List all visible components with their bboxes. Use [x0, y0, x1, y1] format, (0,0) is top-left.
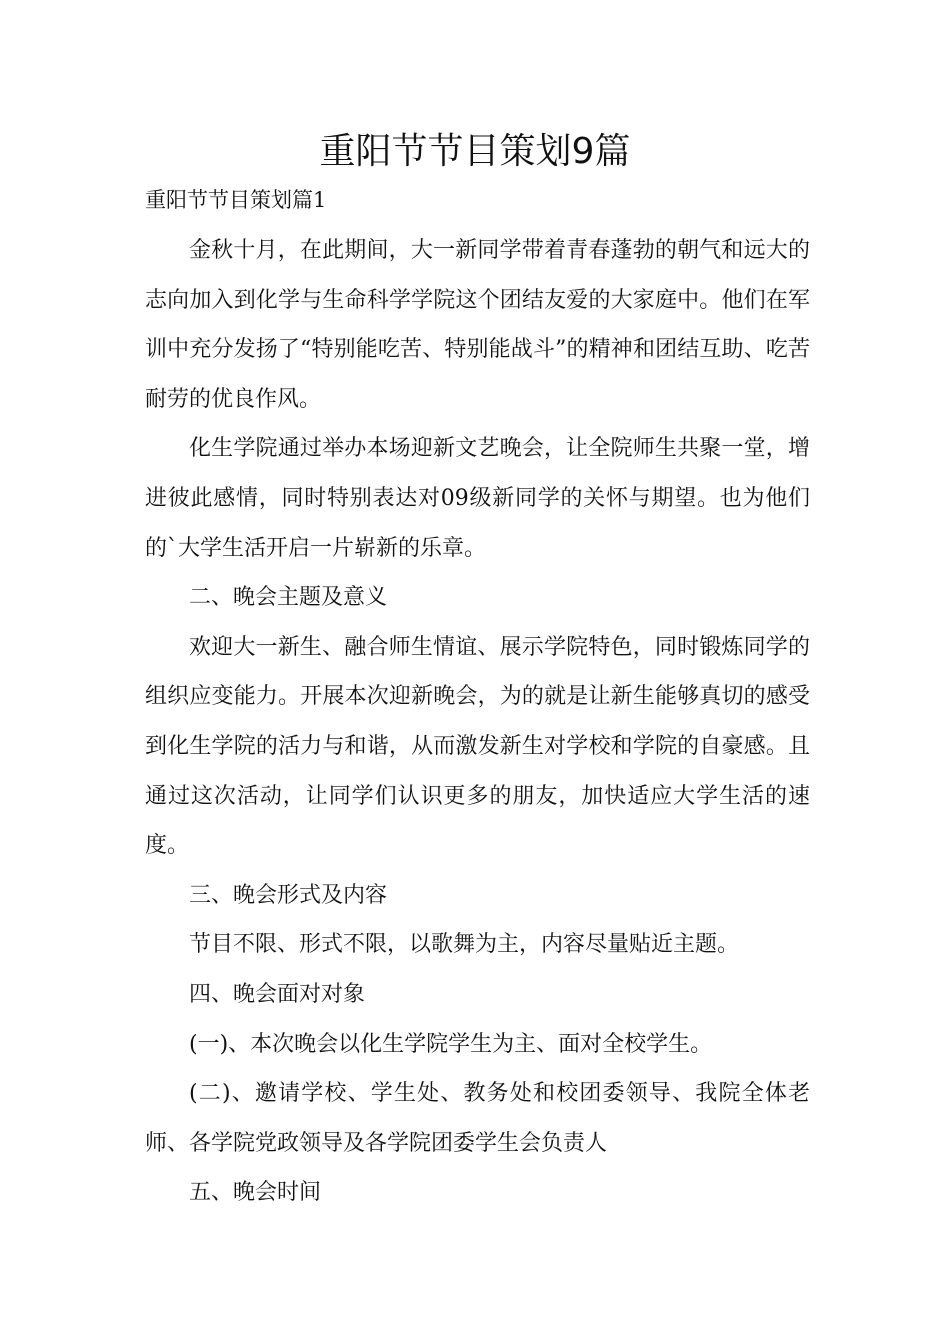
- section-heading: 三、晚会形式及内容: [189, 882, 388, 908]
- paragraph: 化生学院通过举办本场迎新文艺晚会，让全院师生共聚一堂，增进彼此感情，同时特别表达对09级新同学的关怀与期望。也为他们的`大学生活开启一片崭新的乐章。: [145, 436, 810, 561]
- paragraph: (二)、邀请学校、学生处、教务处和校团委领导、我院全体老师、各学院党政领导及各学院团委学生会负责人: [145, 1081, 810, 1156]
- document-title: 重阳节节目策划9篇: [319, 131, 631, 172]
- paragraph: 欢迎大一新生、融合师生情谊、展示学院特色，同时锻炼同学的组织应变能力。开展本次迎新晚会，为的就是让新生能够真切的感受到化生学院的活力与和谐，从而激发新生对学校和学院的自豪感。且通过这次活动，让同学们认识更多的朋友，加快适应大学生活的速度。: [145, 634, 810, 859]
- paragraph: (一)、本次晚会以化生学院学生为主、面对全校学生。: [189, 1031, 713, 1057]
- section-subtitle: 重阳节节目策划篇1: [145, 188, 327, 212]
- section-heading: 四、晚会面对对象: [189, 981, 366, 1007]
- document-body: [145, 226, 810, 1218]
- paragraph: 金秋十月，在此期间，大一新同学带着青春蓬勃的朝气和远大的志向加入到化学与生命科学学院这个团结友爱的大家庭中。他们在军训中充分发扬了“特别能吃苦、特别能战斗”的精神和团结互助、吃苦耐劳的优良作风。: [145, 238, 810, 412]
- section-heading: 五、晚会时间: [189, 1180, 322, 1206]
- section-heading: 二、晚会主题及意义: [189, 585, 388, 611]
- paragraph: 节目不限、形式不限，以歌舞为主，内容尽量贴近主题。: [189, 932, 740, 958]
